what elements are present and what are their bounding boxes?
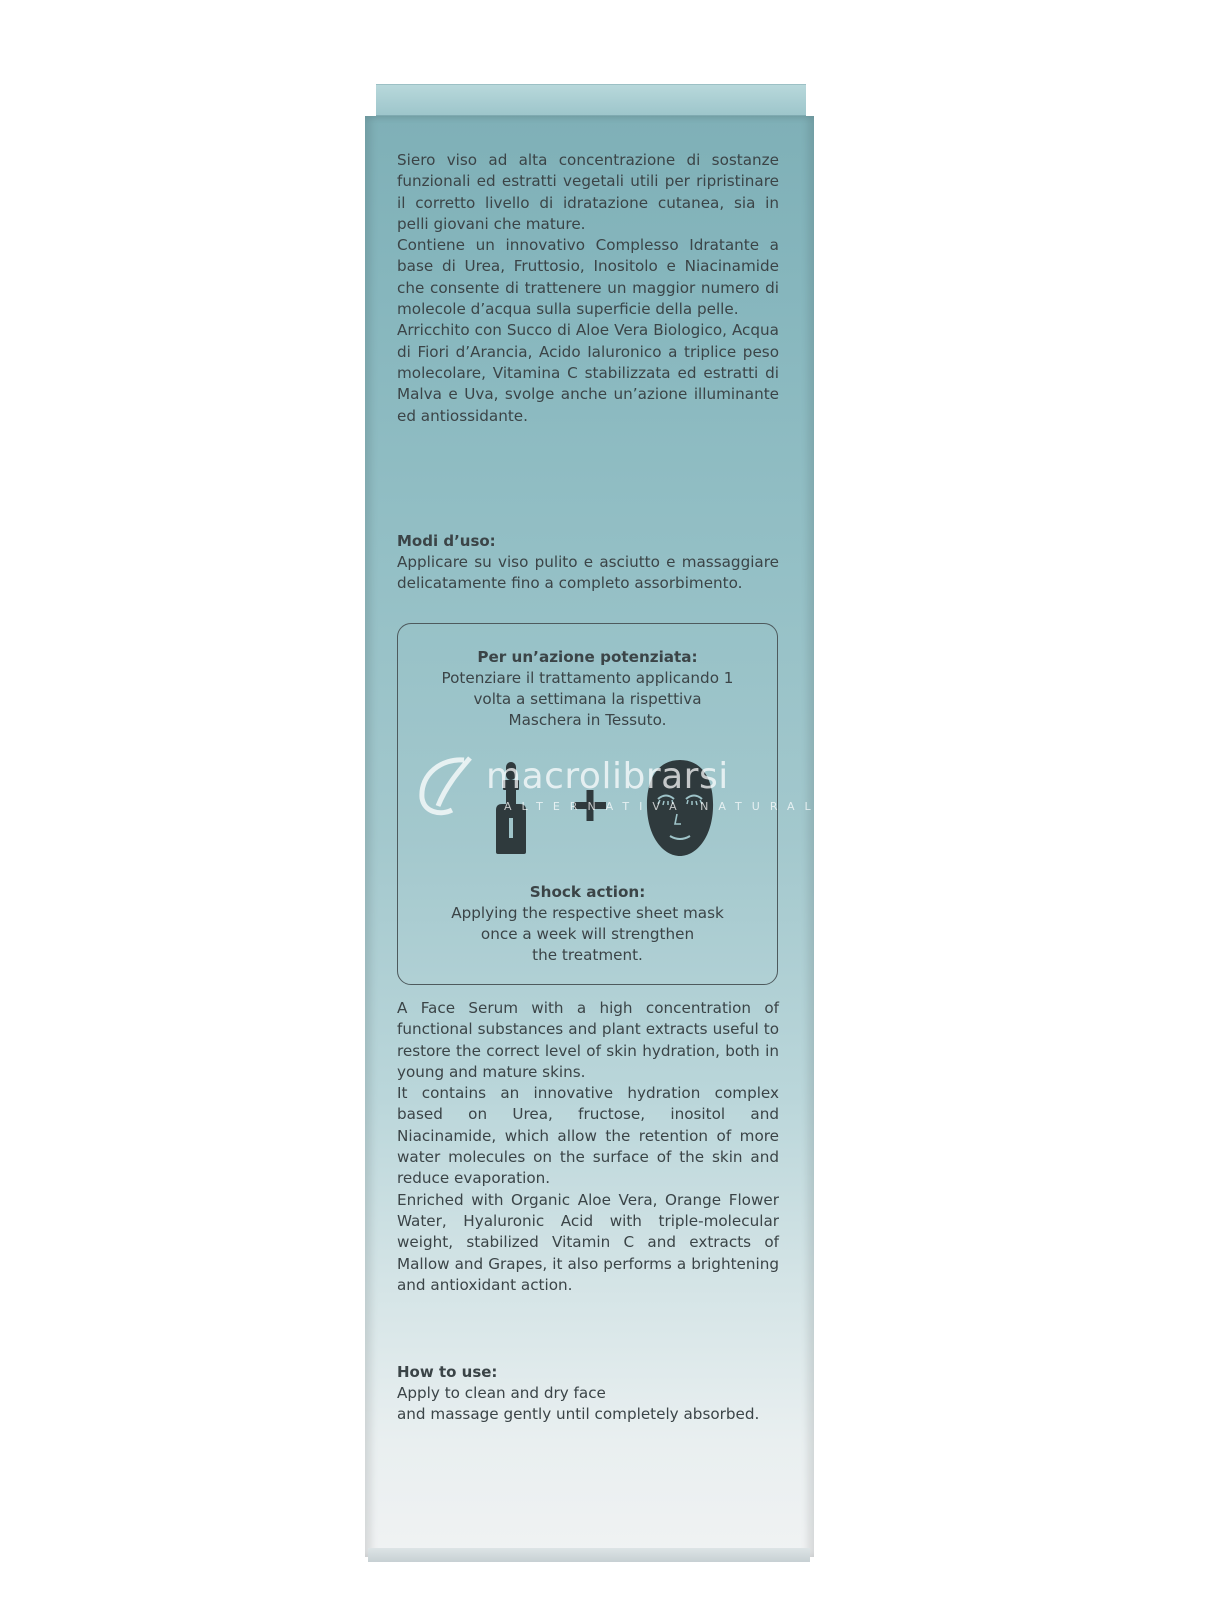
box-bottom-flap [368, 1548, 810, 1562]
callout-en-line-1: Applying the respective sheet mask [451, 904, 724, 922]
en-paragraph-2: It contains an innovative hydration complex based on Urea, fructose, inositol and Niacinamide, which allow the retention of more water molecules on the surface of the skin and reduce evaporation. [397, 1084, 779, 1188]
callout-en-title: Shock action: [529, 883, 646, 901]
english-usage [397, 1362, 779, 1426]
italian-usage [397, 531, 779, 595]
en-usage-heading: How to use: [397, 1363, 498, 1381]
callout-it-line-2: volta a settimana la rispettiva [473, 690, 702, 708]
en-paragraph-3: Enriched with Organic Aloe Vera, Orange Flower Water, Hyaluronic Acid with triple-molecular weight, stabilized Vitamin C and extracts of Mallow and Grapes, it also performs a brightening and antioxidant action. [397, 1190, 779, 1294]
english-section [397, 998, 779, 1296]
callout-it-title: Per un’azione potenziata: [477, 648, 698, 666]
en-paragraph-1: A Face Serum with a high concentration of functional substances and plant extracts useful to restore the correct level of skin hydration, both in young and mature skins. [397, 999, 779, 1081]
watermark-name: macrolibrarsi [486, 756, 729, 797]
en-usage-line-1: Apply to clean and dry face [397, 1384, 606, 1402]
callout-it-line-1: Potenziare il trattamento applicando 1 [441, 669, 734, 687]
sheet-mask-icon [647, 760, 713, 856]
serum-dropper-bottle-icon [496, 762, 526, 854]
callout-it-line-3: Maschera in Tessuto. [508, 711, 667, 729]
it-paragraph-1: Siero viso ad alta concentrazione di sostanze funzionali ed estratti vegetali utili per ripristinare il corretto livello di idratazione cutanea, sia in pelli giovani che mature. [397, 151, 779, 233]
callout-en-line-2: once a week will strengthen [480, 925, 695, 943]
italian-section [397, 150, 779, 427]
plus-icon [574, 790, 606, 821]
callout-en-line-3: the treatment. [532, 946, 643, 964]
it-usage-text: Applicare su viso pulito e asciutto e massaggiare delicatamente fino a completo assorbimento. [397, 553, 779, 593]
callout-icons [398, 756, 777, 856]
boost-callout-box [397, 623, 778, 985]
it-usage-heading: Modi d’uso: [397, 532, 496, 550]
watermark-tagline: ALTERNATIVA NATURALE [504, 800, 838, 813]
it-paragraph-2: Contiene un innovativo Complesso Idratante a base di Urea, Fruttosio, Inositolo e Niacinamide che consente di trattenere un maggior numero di molecole d’acqua sulla superficie della pelle. [397, 236, 779, 319]
it-paragraph-3: Arricchito con Succo di Aloe Vera Biologico, Acqua di Fiori d’Arancia, Acido Ialuronico a triplice peso molecolare, Vitamina C stabilizzata ed estratti di Malva e Uva, svolge anche un’azione illuminante ed antiossidante. [397, 321, 779, 425]
en-usage-line-2: and massage gently until completely absorbed. [397, 1405, 760, 1424]
